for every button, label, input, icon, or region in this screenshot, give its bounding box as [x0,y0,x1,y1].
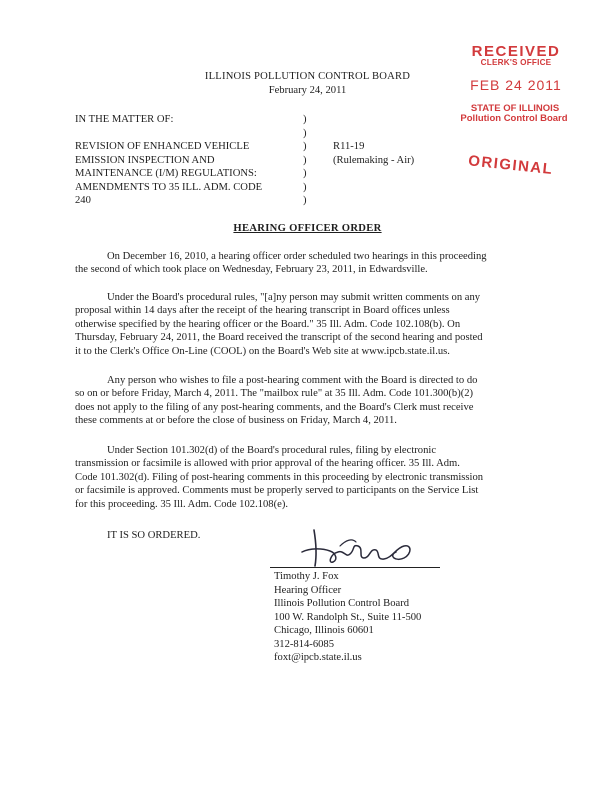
paragraph-line: it to the Clerk's Office On-Line (COOL) on the Board's Web site at www.ipcb.state.il.us. [75,345,450,357]
signature-line [270,567,440,568]
board-name: ILLINOIS POLLUTION CONTROL BOARD [204,71,411,82]
stamp-clerks-office: CLERK'S OFFICE [480,58,552,67]
paragraph-line: On December 16, 2010, a hearing officer order scheduled two hearings in this proceeding [107,251,487,262]
signer-email: foxt@ipcb.state.il.us [274,652,362,663]
caption-line: MAINTENANCE (I/M) REGULATIONS: [75,168,257,179]
paragraph-4 [75,444,545,511]
stamp-board: Pollution Control Board [460,113,568,124]
signer-city: Chicago, Illinois 60601 [274,625,374,636]
caption-line: EMISSION INSPECTION AND [75,154,215,166]
docket-type: (Rulemaking - Air) [333,154,415,166]
handwritten-signature [300,524,425,572]
order-title: HEARING OFFICER ORDER [233,223,382,234]
paragraph-line: these comments at or before the close of business on Friday, March 4, 2011. [75,415,397,427]
paragraph-2 [75,291,545,358]
caption-paren: ) [303,127,307,139]
stamp-state: STATE OF ILLINOIS [470,103,560,114]
paragraph-1 [75,250,545,277]
caption-paren: ) [303,114,307,125]
signer-phone: 312-814-6085 [274,638,335,650]
paragraph-line: proposal within 14 days after the receipt of the hearing transcript in Board offices unless [75,305,450,317]
caption-paren: ) [303,141,307,152]
caption-line: REVISION OF ENHANCED VEHICLE [75,141,250,152]
paragraph-line: for this proceeding. 35 Ill. Adm. Code 102.108(e). [75,498,289,510]
caption-paren: ) [303,181,307,193]
docket-number: R11-19 [333,141,365,152]
paragraph-line: otherwise specified by the hearing officer or the Board." 35 Ill. Adm. Code 102.108(b). On [75,318,461,330]
paragraph-line: does not apply to the filing of any post-hearing comments, and the Board's Clerk must receive [75,401,474,413]
caption-line: AMENDMENTS TO 35 ILL. ADM. CODE [75,181,263,193]
order-date: February 24, 2011 [268,85,347,96]
stamp-received: RECEIVED [471,43,561,60]
signer-address: 100 W. Randolph St., Suite 11-500 [274,611,422,623]
stamp-date: FEB 24 2011 [470,77,562,93]
paragraph-line: transmission or facsimile is allowed with prior approval of the hearing officer. 35 Ill. Adm. [75,458,460,470]
paragraph-line: Under the Board's procedural rules, "[a]ny person may submit written comments on any [107,292,481,303]
paragraph-line: Any person who wishes to file a post-hearing comment with the Board is directed to do [107,375,478,386]
paragraph-line: Thursday, February 24, 2011, the Board received the transcript of the second hearing and posted [75,332,483,344]
signer-organization: Illinois Pollution Control Board [274,598,410,609]
paragraph-line: Code 101.302(d). Filing of post-hearing comments in this proceeding by electronic transmission [75,471,484,483]
paragraph-line: or facsimile is approved. Comments must be properly served to participants on the Service List [75,485,479,497]
caption-paren: ) [303,154,307,166]
paragraph-line: the second of which took place on Wednesday, February 23, 2011, in Edwardsville. [75,264,428,276]
signer-name: Timothy J. Fox [274,571,339,582]
signer-title: Hearing Officer [274,584,342,596]
paragraph-line: Under Section 101.302(d) of the Board's procedural rules, filing by electronic [107,445,437,456]
paragraph-3 [75,374,545,428]
so-ordered: IT IS SO ORDERED. [107,530,201,541]
matter-label: IN THE MATTER OF: [75,114,174,125]
paragraph-line: so on or before Friday, March 4, 2011. The "mailbox rule" at 35 Ill. Adm. Code 101.300(b)(2) [75,388,474,400]
stamp-original: ORIGINAL [467,152,555,179]
caption-paren: ) [303,195,307,206]
caption-paren: ) [303,168,307,179]
caption-line: 240 [75,195,91,206]
